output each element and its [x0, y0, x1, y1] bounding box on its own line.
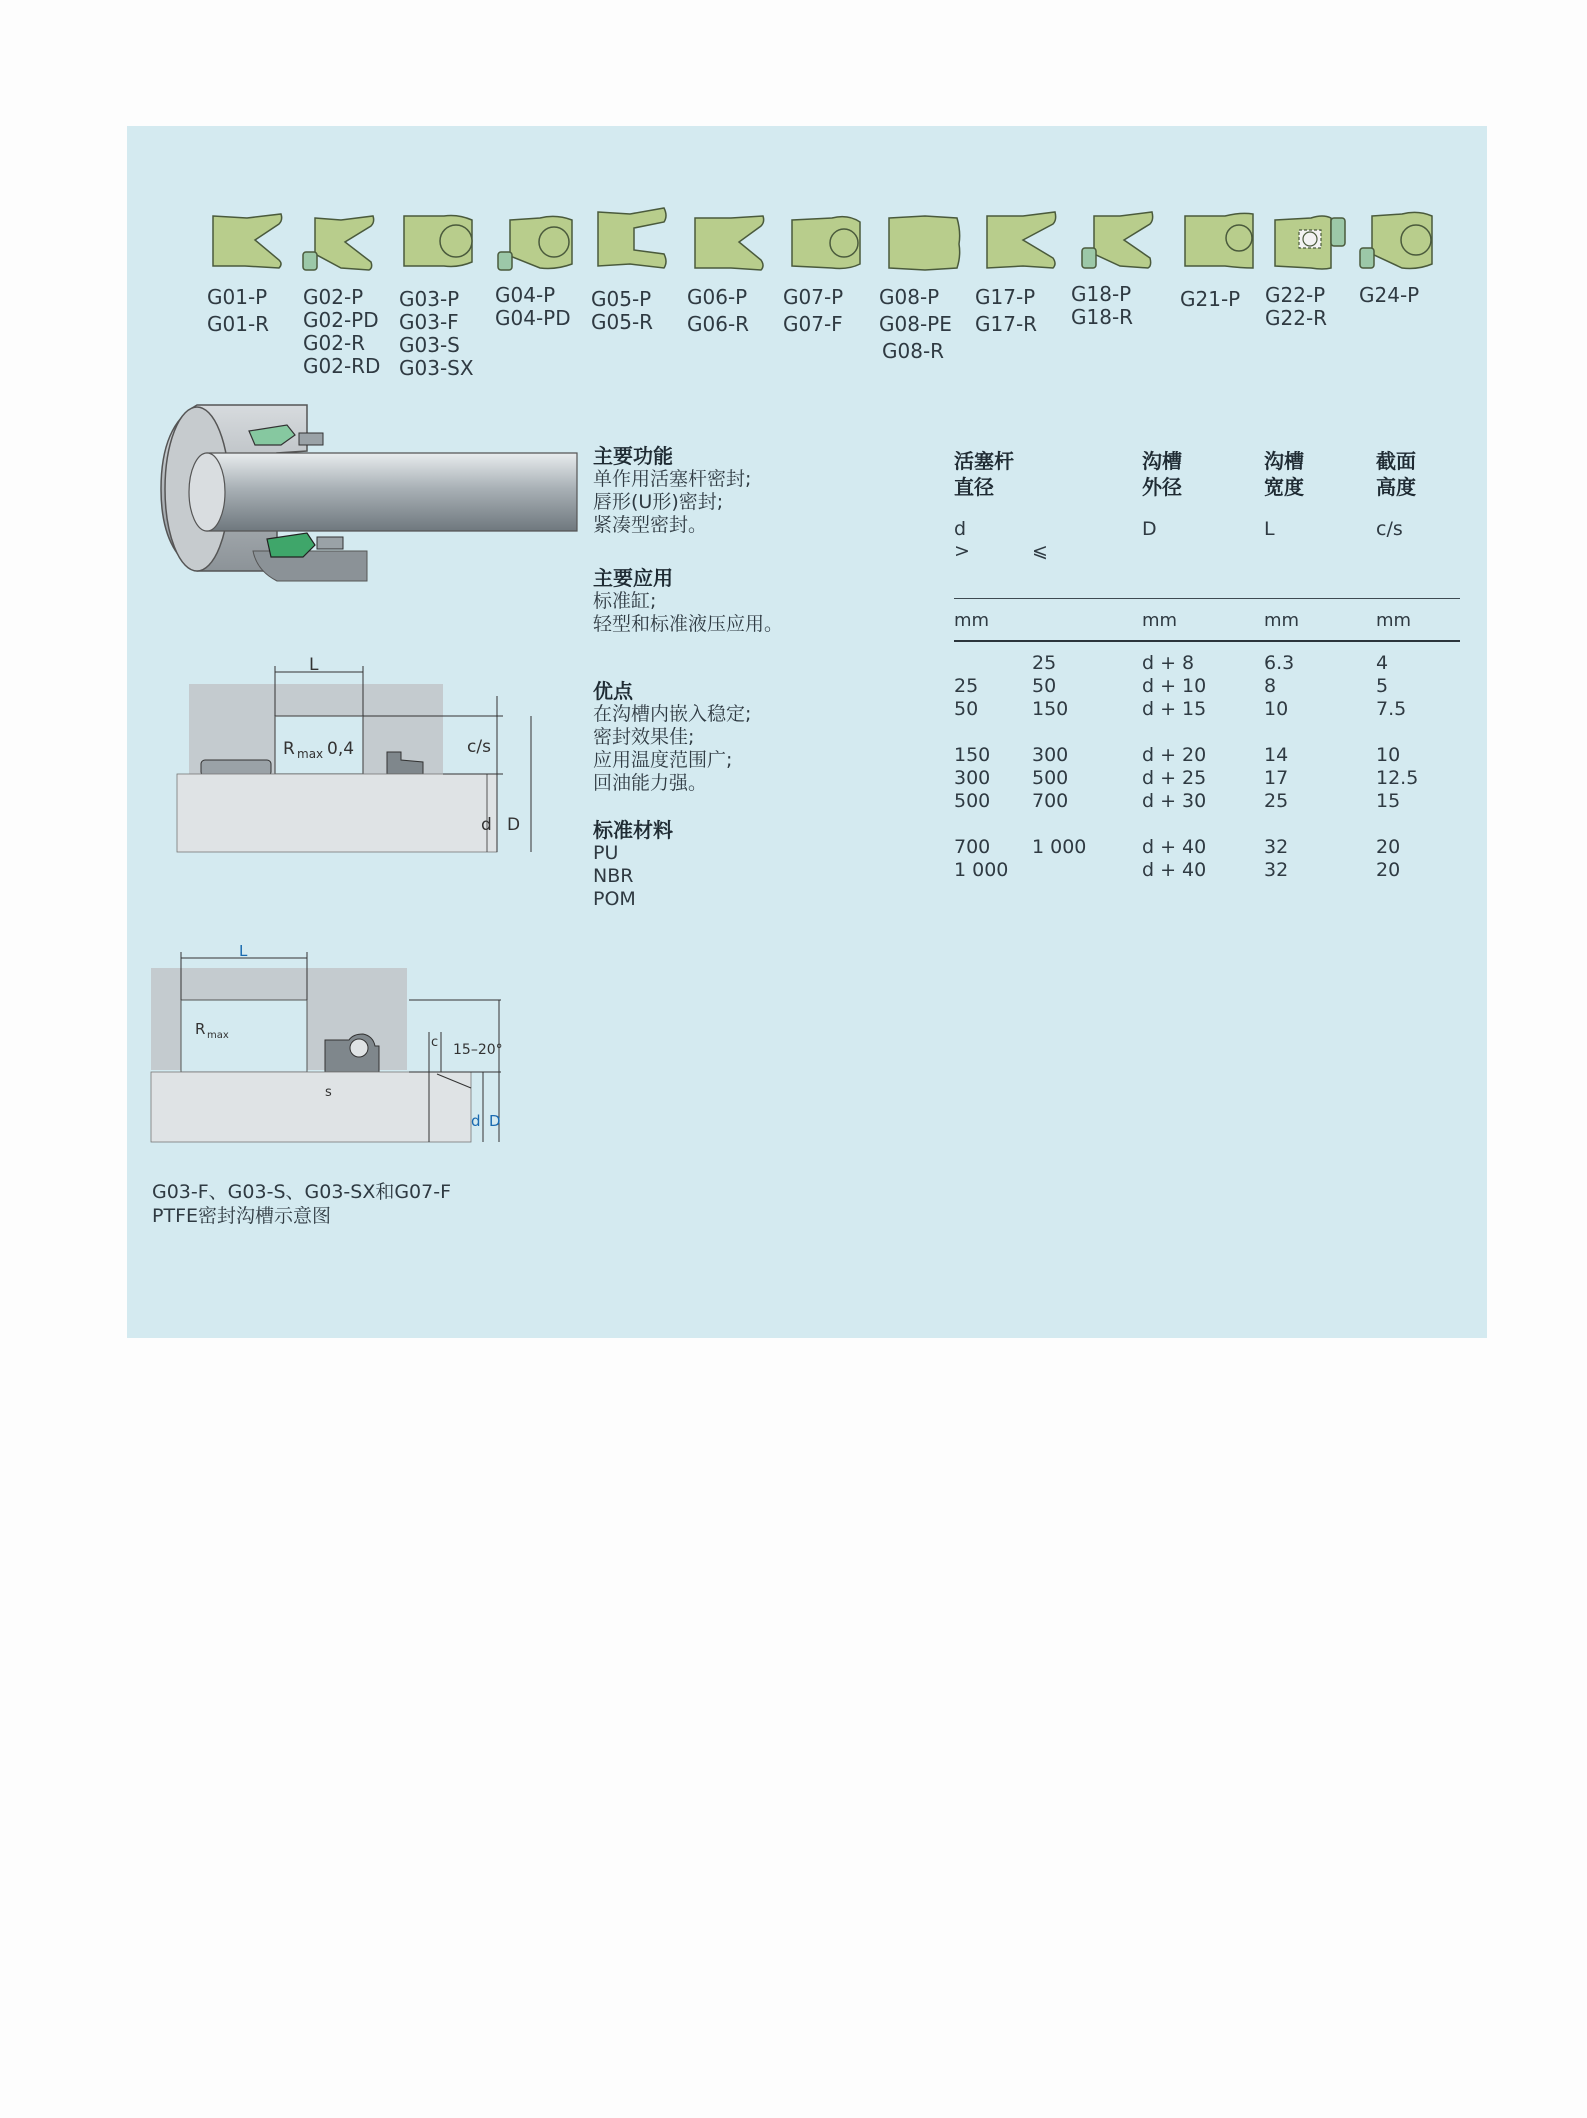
- table-cell-cs: 20: [1376, 836, 1401, 858]
- table-cell-D: d + 8: [1142, 652, 1195, 674]
- table-cell-D: d + 10: [1142, 675, 1207, 697]
- table-cell-cs: 15: [1376, 790, 1401, 812]
- table-cell-D: d + 25: [1142, 767, 1207, 789]
- rod-seal-3d-illustration: [157, 401, 587, 596]
- seal-g02-icon: [301, 212, 377, 274]
- seal-g17-labels: G17-P G17-R: [975, 285, 1038, 336]
- seal-g04-labels: G04-P G04-PD: [495, 283, 571, 330]
- unit-mm-3: mm: [1264, 610, 1300, 631]
- groove2-Rsub-label: max: [207, 1030, 229, 1041]
- table-cell-d-le: 150: [1032, 698, 1069, 720]
- seal-g24-icon: [1358, 210, 1436, 272]
- header-cross-section: 截面 高度: [1376, 449, 1416, 499]
- table-cell-L: 8: [1264, 675, 1277, 697]
- header-groove-od: 沟槽 外径: [1142, 449, 1182, 499]
- header-groove-width: 沟槽 宽度: [1264, 449, 1304, 499]
- seal-g06-icon: [691, 212, 767, 274]
- seal-g07-labels: G07-P G07-F: [783, 285, 844, 336]
- symbol-le: ⩽: [1032, 540, 1048, 562]
- seal-g06-labels: G06-P G06-R: [687, 285, 750, 336]
- table-cell-D: d + 40: [1142, 859, 1207, 881]
- groove2-c-label: c: [431, 1035, 439, 1050]
- groove2-angle-label: 15–20°: [453, 1042, 503, 1058]
- seal-g21-icon: [1181, 210, 1257, 272]
- seal-g05-labels: G05-P G05-R: [591, 287, 654, 334]
- table-cell-D: d + 30: [1142, 790, 1207, 812]
- groove2-s-label: s: [325, 1085, 332, 1100]
- seal-g22-icon: [1271, 212, 1347, 274]
- table-cell-d-gt: 300: [954, 767, 991, 789]
- section-advantages-title: 优点: [593, 679, 633, 703]
- table-cell-L: 32: [1264, 836, 1289, 858]
- table-cell-L: 17: [1264, 767, 1289, 789]
- groove-diagram-2: [147, 896, 587, 1146]
- header-rod-diameter: 活塞杆 直径: [954, 449, 1014, 499]
- seal-g01-labels: G01-P G01-R: [207, 285, 270, 336]
- seal-g05-icon: [594, 206, 670, 272]
- table-cell-d-gt: 1 000: [954, 859, 1009, 881]
- table-cell-D: d + 20: [1142, 744, 1207, 766]
- section-materials: 标准材料 PU NBR POM: [593, 818, 673, 910]
- table-cell-d-gt: 500: [954, 790, 991, 812]
- groove1-D-label: D: [507, 815, 521, 835]
- seal-g08-labels: G08-P G08-PE G08-R: [879, 285, 952, 363]
- table-cell-d-le: 700: [1032, 790, 1069, 812]
- unit-mm-4: mm: [1376, 610, 1412, 631]
- symbol-gt: >: [954, 540, 970, 562]
- groove2-d-label: d: [471, 1112, 481, 1130]
- seal-g18-icon: [1080, 210, 1156, 272]
- table-rule-units: [954, 640, 1460, 642]
- section-advantages: 优点 在沟槽内嵌入稳定; 密封效果佳; 应用温度范围广; 回油能力强。: [593, 679, 752, 794]
- section-function: 主要功能 单作用活塞杆密封; 唇形(U形)密封; 紧凑型密封。: [593, 444, 752, 536]
- table-cell-d-le: 300: [1032, 744, 1069, 766]
- table-cell-L: 6.3: [1264, 652, 1295, 674]
- section-function-title: 主要功能: [593, 444, 673, 468]
- groove1-Rsub-label: max: [297, 747, 324, 761]
- table-cell-cs: 5: [1376, 675, 1389, 697]
- seal-g21-labels: G21-P: [1180, 287, 1241, 311]
- table-cell-D: d + 40: [1142, 836, 1207, 858]
- table-cell-cs: 20: [1376, 859, 1401, 881]
- groove1-L-label: L: [309, 655, 319, 675]
- groove1-cs-label: c/s: [467, 737, 491, 757]
- symbol-d: d: [954, 518, 967, 540]
- seal-g04-icon: [496, 212, 576, 274]
- table-cell-d-gt: 50: [954, 698, 979, 720]
- table-cell-L: 10: [1264, 698, 1289, 720]
- table-cell-L: 32: [1264, 859, 1289, 881]
- unit-mm-2: mm: [1142, 610, 1178, 631]
- table-cell-cs: 12.5: [1376, 767, 1419, 789]
- seal-g03-labels: G03-P G03-F G03-S G03-SX: [399, 287, 474, 380]
- unit-mm-1: mm: [954, 610, 990, 631]
- section-materials-title: 标准材料: [593, 818, 673, 842]
- diagram-caption: G03-F、G03-S、G03-SX和G07-F PTFE密封沟槽示意图: [152, 1181, 452, 1227]
- groove1-R-label: R: [283, 739, 295, 759]
- table-cell-d-le: 1 000: [1032, 836, 1087, 858]
- groove2-L-label: L: [239, 942, 248, 960]
- table-cell-L: 14: [1264, 744, 1289, 766]
- groove2-D-label: D: [489, 1112, 501, 1130]
- table-cell-cs: 10: [1376, 744, 1401, 766]
- table-cell-cs: 7.5: [1376, 698, 1407, 720]
- table-cell-D: d + 15: [1142, 698, 1207, 720]
- groove1-d-label: d: [481, 815, 492, 835]
- seal-g01-icon: [209, 210, 285, 272]
- table-cell-cs: 4: [1376, 652, 1389, 674]
- seal-g02-labels: G02-P G02-PD G02-R G02-RD: [303, 285, 381, 378]
- groove2-R-label: R: [195, 1020, 206, 1038]
- seal-g17-icon: [983, 210, 1059, 272]
- seal-g03-icon: [400, 210, 476, 272]
- symbol-D: D: [1142, 518, 1157, 540]
- groove-diagram-1: [157, 636, 587, 856]
- groove1-radius-label: 0,4: [327, 739, 355, 759]
- seal-g18-labels: G18-P G18-R: [1071, 282, 1134, 329]
- table-cell-d-le: 500: [1032, 767, 1069, 789]
- table-cell-d-gt: 25: [954, 675, 979, 697]
- symbol-cs: c/s: [1376, 518, 1403, 540]
- info-panel: [127, 126, 1487, 1338]
- table-rule-top: [954, 598, 1460, 599]
- seal-g22-labels: G22-P G22-R: [1265, 283, 1328, 330]
- seal-g08-icon: [885, 212, 963, 274]
- table-cell-d-le: 25: [1032, 652, 1057, 674]
- table-cell-d-le: 50: [1032, 675, 1057, 697]
- seal-g07-icon: [788, 212, 864, 274]
- table-cell-d-gt: 700: [954, 836, 991, 858]
- table-cell-L: 25: [1264, 790, 1289, 812]
- section-application: 主要应用 标准缸; 轻型和标准液压应用。: [593, 566, 784, 635]
- section-application-title: 主要应用: [593, 566, 673, 590]
- symbol-L: L: [1264, 518, 1275, 540]
- seal-g24-labels: G24-P: [1359, 283, 1420, 307]
- table-cell-d-gt: 150: [954, 744, 991, 766]
